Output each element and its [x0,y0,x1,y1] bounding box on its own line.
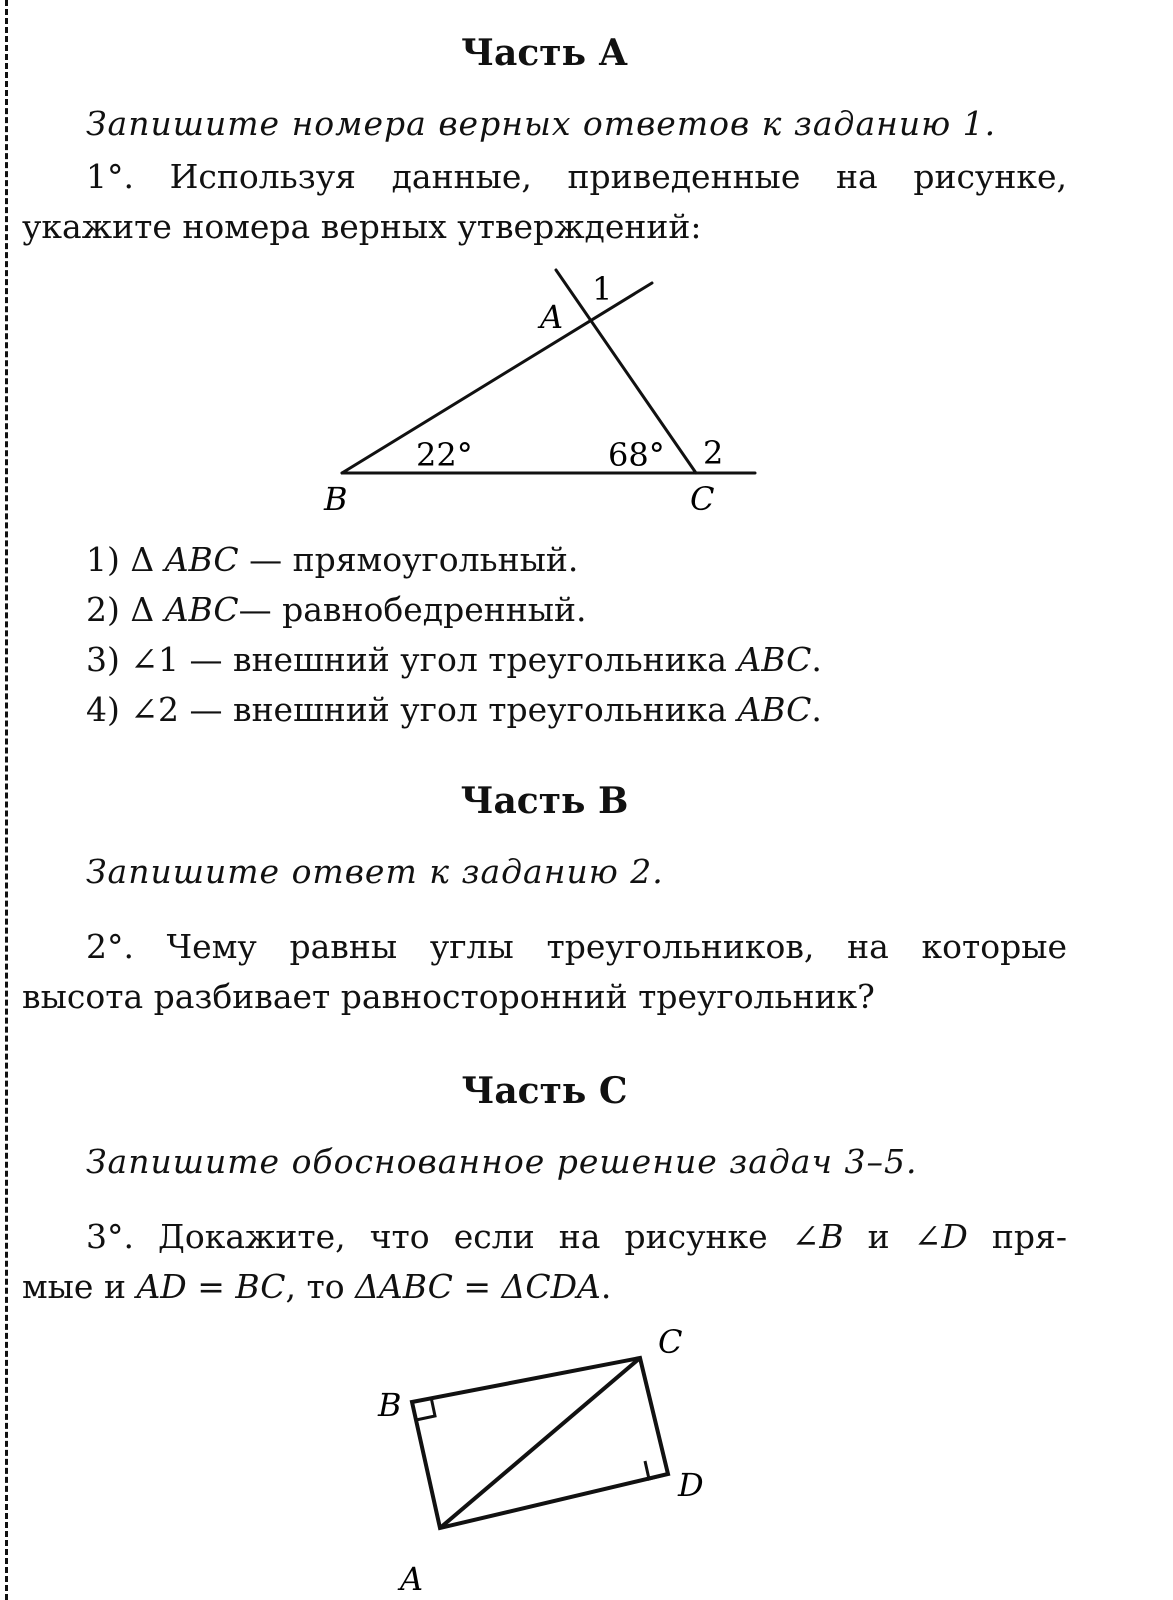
part-c-heading: Часть С [461,1070,628,1112]
task-2-line-1: 2°. Чему равны углы треугольников, на которые [86,927,1067,966]
triangle-figure [300,258,800,528]
option-3: 3) ∠1 — внешний угол треугольника ABC. [86,640,822,679]
part-b-heading: Часть В [460,780,629,822]
angle-2-label: 2 [703,434,724,472]
task-3-line-1: 3°. Докажите, что если на рисунке ∠B и ∠D пря- [86,1217,1068,1256]
part-b-instruction: Запишите ответ к заданию 2. [86,852,664,891]
task-1-line-1: 1°. Используя данные, приведенные на рисунке, [86,157,1067,196]
line-ab-extended [342,283,652,473]
vertex-d-label: D [678,1466,704,1504]
worksheet-page [22,0,1067,1600]
angle-b-value: 22° [416,436,473,474]
option-2: 2) Δ ABC— равнобедренный. [86,590,587,629]
task-1-text [22,152,1067,252]
angle-1-label: 1 [592,270,613,308]
task-1-line-2: укажите номера верных утверждений: [22,207,702,246]
angle-c-value: 68° [608,436,665,474]
task-3-text [22,1212,1067,1312]
vertex-c-label: C [690,480,715,518]
vertex-b-label: B [378,1386,402,1424]
vertex-b-label: B [324,480,348,518]
rectangle-figure [360,1318,740,1600]
vertex-c-label: C [658,1323,683,1361]
option-1: 1) Δ ABC — прямоугольный. [86,540,579,579]
task-2-text [22,922,1067,1022]
option-4: 4) ∠2 — внешний угол треугольника ABC. [86,690,822,729]
part-c-instruction: Запишите обоснованное решение задач 3–5. [86,1142,918,1181]
task-3-line-2: мые и AD = BC, то ΔABC = ΔCDA. [22,1267,612,1306]
vertex-a-label: A [540,298,564,336]
task-2-line-2: высота разбивает равносторонний треугольник? [22,977,875,1016]
vertex-a-label: A [400,1560,424,1598]
part-a-instruction: Запишите номера верных ответов к заданию 1. [86,104,997,143]
cut-line [5,0,8,1600]
part-a-heading: Часть А [461,32,628,74]
